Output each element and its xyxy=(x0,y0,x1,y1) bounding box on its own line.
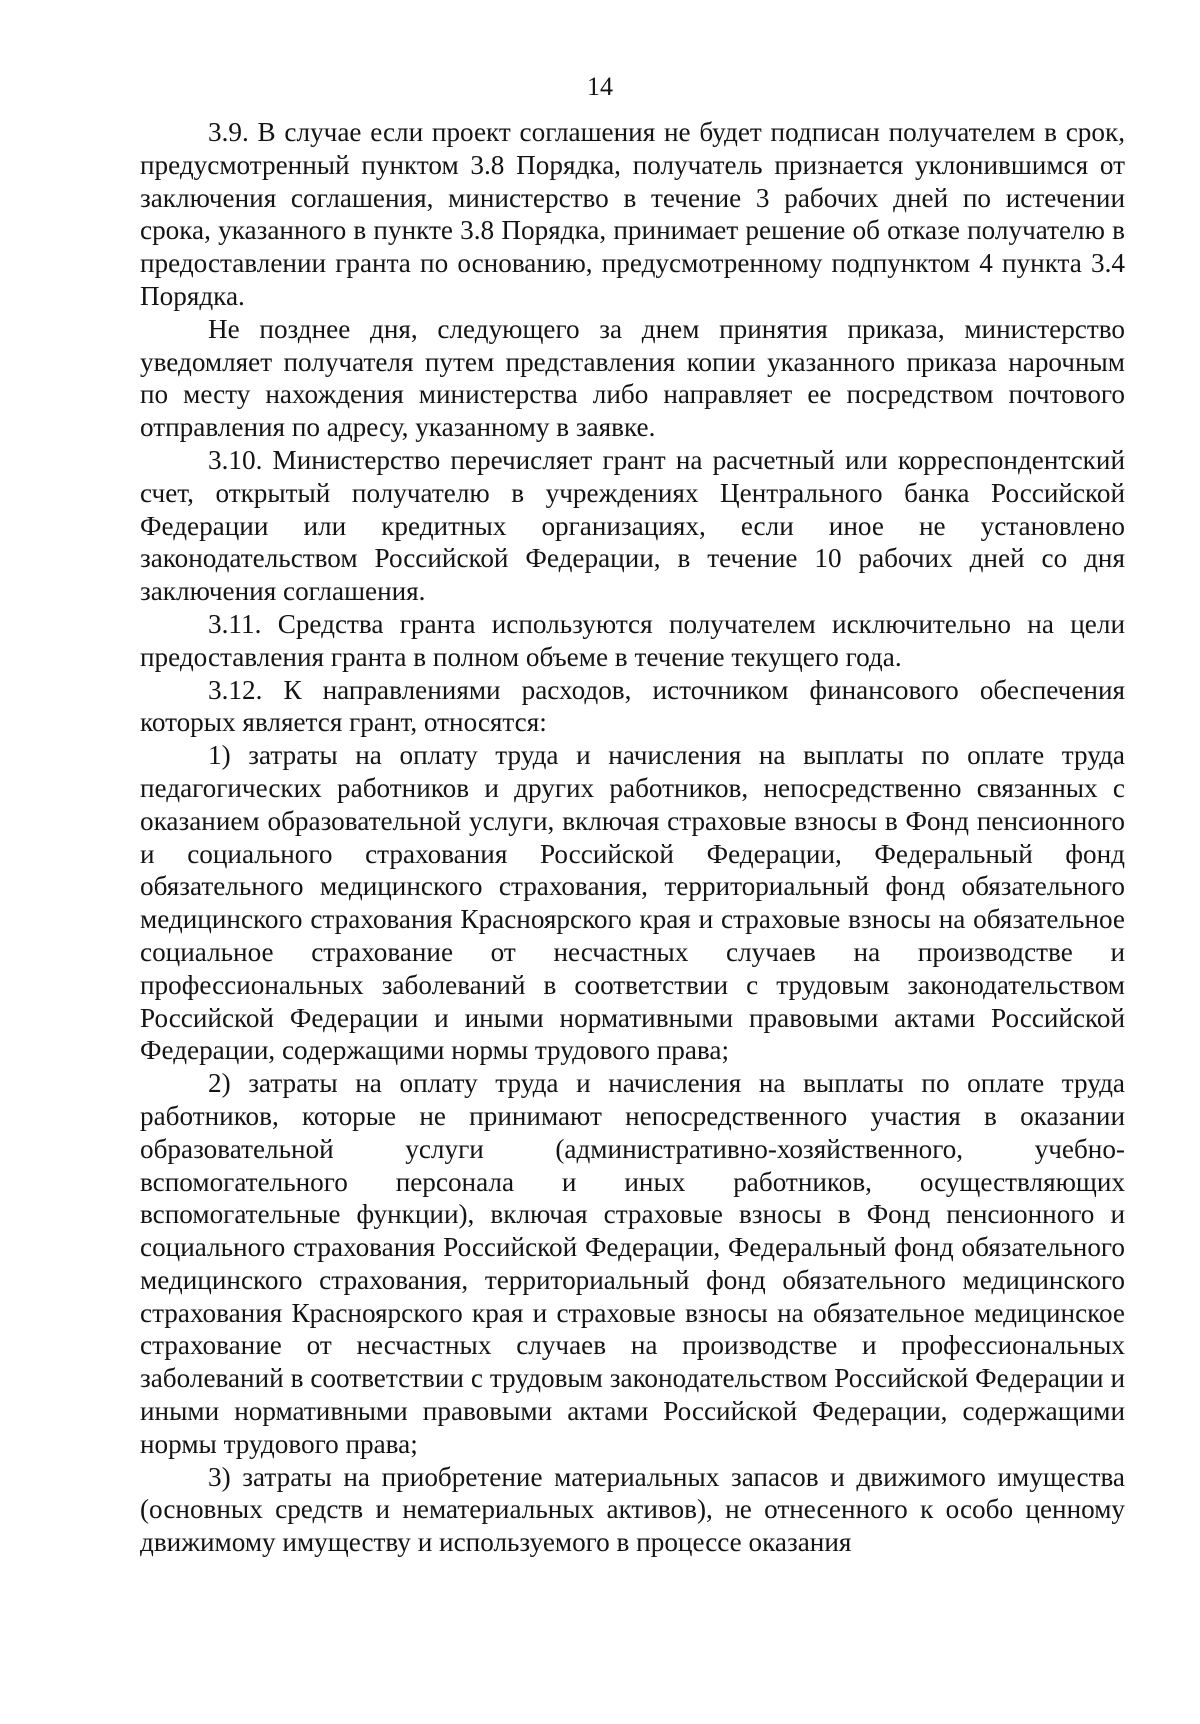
list-item-2: 2) затраты на оплату труда и начисления на выплаты по оплате труда работников, которые не принимают непосредственного участия в оказании образовательной услуги (административно-хозяйственного, учебно-вспомогательного персонала и иных работников, осуществляющих вспомогательные функции), включая страховые взносы в Фонд пенсионного и социального страхования Российской Федерации, Федеральный фонд обязательного медицинского страхования, территориальный фонд обязательного медицинского страхования Красноярского края и страховые взносы на обязательное медицинское страхование от несчастных случаев на производстве и профессиональных заболеваний в соответствии с трудовым законодательством Российской Федерации и иными нормативными правовыми актами Российской Федерации, содержащими нормы трудового права; xyxy=(140,1068,1125,1459)
paragraph-3-9: 3.9. В случае если проект соглашения не будет подписан получателем в срок, предусмотренный пунктом 3.8 Порядка, получатель признается уклонившимся от заключения соглашения, министерство в течение 3 рабочих дней по истечении срока, указанного в пункте 3.8 Порядка, принимает решение об отказе получателю в предоставлении гранта по основанию, предусмотренному подпунктом 4 пункта 3.4 Порядка. xyxy=(140,117,1125,311)
paragraph-3-11: 3.11. Средства гранта используются получателем исключительно на цели предоставления гранта в полном объеме в течение текущего года. xyxy=(140,608,1125,672)
page-number: 14 xyxy=(587,72,613,101)
paragraph-3-10: 3.10. Министерство перечисляет грант на расчетный или корреспондентский счет, открытый получателю в учреждениях Центрального банка Российской Федерации или кредитных организациях, если иное не установлено законодательством Российской Федерации, в течение 10 рабочих дней со дня заключения соглашения. xyxy=(140,444,1125,607)
paragraph-3-12: 3.12. К направлениями расходов, источником финансового обеспечения которых является грант, относятся: xyxy=(140,674,1125,738)
list-item-1: 1) затраты на оплату труда и начисления на выплаты по оплате труда педагогических работников и других работников, непосредственно связанных с оказанием образовательной услуги, включая страховые взносы в Фонд пенсионного и социального страхования Российской Федерации, Федеральный фонд обязательного медицинского страхования, территориальный фонд обязательного медицинского страхования Красноярского края и страховые взносы на обязательное социальное страхование от несчастных случаев на производстве и профессиональных заболеваний в соответствии с трудовым законодательством Российской Федерации и иными нормативными правовыми актами Российской Федерации, содержащими нормы трудового права; xyxy=(140,740,1125,1066)
list-item-3: 3) затраты на приобретение материальных запасов и движимого имущества (основных средств и нематериальных активов), не отнесенного к особо ценному движимому имуществу и используемого в процессе оказания xyxy=(140,1461,1125,1558)
paragraph-notification: Не позднее дня, следующего за днем принятия приказа, министерство уведомляет получателя путем представления копии указанного приказа нарочным по месту нахождения министерства либо направляет ее посредством почтового отправления по адресу, указанному в заявке. xyxy=(140,313,1125,443)
document-body xyxy=(140,116,1125,1559)
